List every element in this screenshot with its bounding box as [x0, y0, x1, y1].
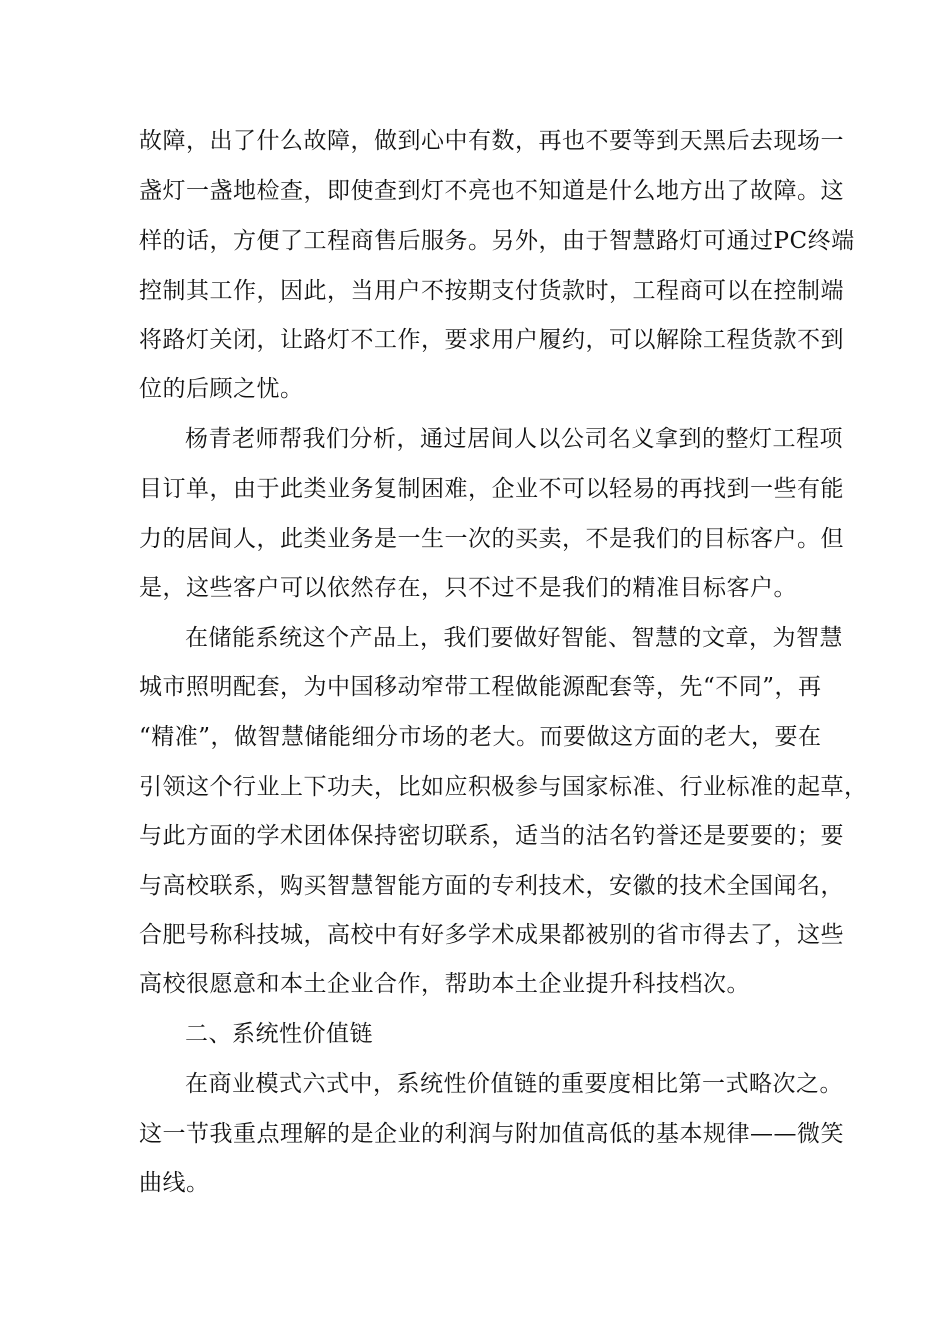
text-line: 高校很愿意和本土企业合作，帮助本土企业提升科技档次。 [139, 971, 750, 997]
text-line: 将路灯关闭，让路灯不工作，要求用户履约，可以解除工程货款不到 [139, 327, 844, 353]
text-line: 城市照明配套，为中国移动窄带工程做能源配套等，先“不同”，再 [139, 674, 822, 700]
paragraph-first-line: 在商业模式六式中，系统性价值链的重要度相比第一式略次之。 [185, 1071, 843, 1097]
text-line: 与此方面的学术团体保持密切联系，适当的沽名钓誉还是要要的；要 [139, 823, 844, 849]
text-line: “精准”，做智慧储能细分市场的老大。而要做这方面的老大，要在 [139, 724, 822, 750]
text-line: 与高校联系，购买智慧智能方面的专利技术，安徽的技术全国闻名， [139, 873, 844, 899]
text-line: 是，这些客户可以依然存在，只不过不是我们的精准目标客户。 [139, 575, 797, 601]
paragraph-first-line: 杨青老师帮我们分析，通过居间人以公司名义拿到的整灯工程项 [185, 426, 843, 452]
text-line: 曲线。 [139, 1170, 210, 1196]
text-line: 目订单，由于此类业务复制困难，企业不可以轻易的再找到一些有能 [139, 476, 844, 502]
text-line: 力的居间人，此类业务是一生一次的买卖，不是我们的目标客户。但 [139, 526, 844, 552]
text-line: 引领这个行业上下功夫，比如应积极参与国家标准、行业标准的起草， [139, 774, 868, 800]
section-heading: 二、系统性价值链 [185, 1021, 373, 1047]
paragraph-first-line: 在储能系统这个产品上，我们要做好智能、智慧的文章，为智慧 [185, 625, 843, 651]
text-line: 控制其工作，因此，当用户不按期支付货款时，工程商可以在控制端 [139, 278, 844, 304]
text-line: 盏灯一盏地检查，即使查到灯不亮也不知道是什么地方出了故障。这 [139, 178, 844, 204]
text-line: 位的后顾之忧。 [139, 376, 304, 402]
text-line: 合肥号称科技城，高校中有好多学术成果都被别的省市得去了，这些 [139, 922, 844, 948]
text-line: 这一节我重点理解的是企业的利润与附加值高低的基本规律——微笑 [139, 1121, 844, 1147]
text-line: 故障，出了什么故障，做到心中有数，再也不要等到天黑后去现场一 [139, 128, 844, 154]
text-line: 样的话，方便了工程商售后服务。另外，由于智慧路灯可通过PC终端 [139, 228, 855, 254]
